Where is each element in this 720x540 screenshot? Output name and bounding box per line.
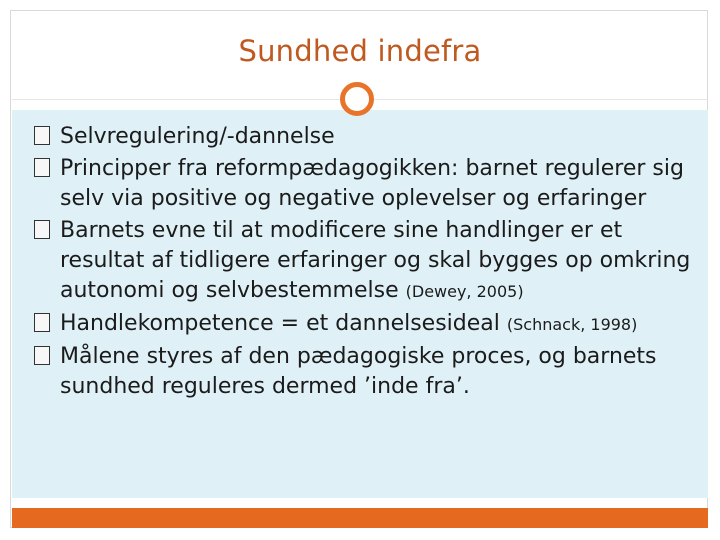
bullet-text: Barnets evne til at modificere sine handlinger er et resultat af tidligere erfaringer og skal bygges op omkring autonomi og selvbestemmelse bbox=[60, 218, 691, 303]
bullet-text: Målene styres af den pædagogiske proces, og barnets sundhed reguleres dermed ’inde fra’. bbox=[60, 344, 657, 399]
missing-glyph-box-icon bbox=[34, 126, 50, 145]
bullet-item bbox=[34, 154, 698, 214]
bullet-item bbox=[34, 216, 698, 307]
slide-title: Sundhed indefra bbox=[238, 34, 482, 68]
bullet-text: Handlekompetence = et dannelsesideal bbox=[60, 311, 507, 336]
bullet-list bbox=[34, 122, 698, 404]
citation: (Dewey, 2005) bbox=[405, 282, 524, 301]
bottom-accent-bar bbox=[12, 508, 708, 528]
bullet-item bbox=[34, 122, 698, 152]
bullet-item bbox=[34, 309, 698, 340]
bullet-text: Selvregulering/-dannelse bbox=[60, 124, 335, 149]
bullet-text: Principper fra reformpædagogikken: barnet regulerer sig selv via positive og negative oplevelser og erfaringer bbox=[60, 156, 684, 211]
ring-icon bbox=[340, 82, 374, 116]
missing-glyph-box-icon bbox=[34, 313, 50, 332]
bullet-item bbox=[34, 342, 698, 402]
missing-glyph-box-icon bbox=[34, 220, 50, 239]
missing-glyph-box-icon bbox=[34, 346, 50, 365]
citation: (Schnack, 1998) bbox=[506, 315, 638, 334]
missing-glyph-box-icon bbox=[34, 158, 50, 177]
